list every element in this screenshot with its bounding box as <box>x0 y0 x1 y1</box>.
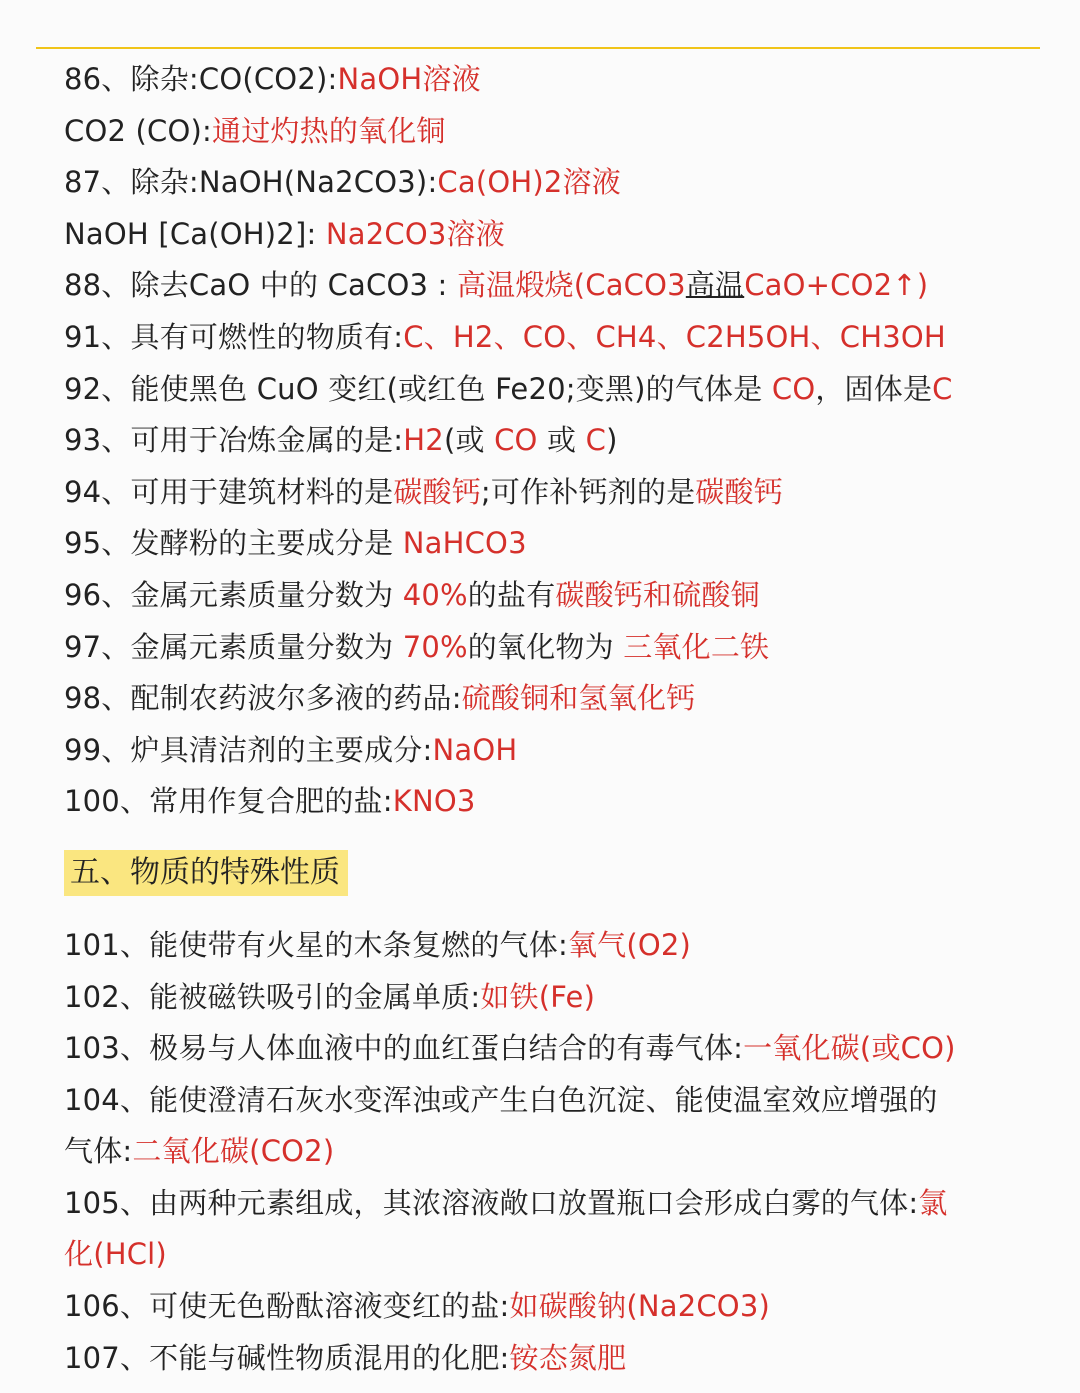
answer-text: Ca(OH)2溶液 <box>437 165 621 200</box>
statement-text: 101、能使带有火星的木条复燃的气体: <box>64 927 568 962</box>
fact-line <box>64 1075 1064 1127</box>
fact-line <box>64 1333 1064 1385</box>
statement-text: 或 <box>537 423 586 458</box>
fact-line <box>64 467 1064 519</box>
answer-text: 一氧化碳(或CO) <box>743 1031 956 1066</box>
fact-line <box>64 415 1064 467</box>
answer-text: H2 <box>403 423 444 458</box>
answer-text: 硫酸铜和氢氧化钙 <box>461 681 696 716</box>
answer-text: 氧气(O2) <box>567 927 692 962</box>
fact-line <box>64 157 1064 209</box>
statement-text: 105、由两种元素组成，其浓溶液敞口放置瓶口会形成白雾的气体: <box>64 1185 919 1220</box>
statement-text: 107、不能与碱性物质混用的化肥: <box>64 1340 510 1375</box>
answer-text: 二氧化碳(CO2) <box>132 1134 335 1169</box>
fact-line <box>64 570 1064 622</box>
answer-text: KNO3 <box>392 784 476 819</box>
answer-text: 碳酸钙 <box>695 474 783 509</box>
fact-line <box>64 776 1064 828</box>
answer-text: C <box>932 371 953 406</box>
statement-text: 96、金属元素质量分数为 <box>64 577 403 612</box>
statement-text: 94、可用于建筑材料的是 <box>64 474 394 509</box>
answer-text: 三氧化二铁 <box>623 629 770 664</box>
statement-text: 88、除去CaO 中的 CaCO3 : <box>64 268 457 303</box>
statement-text: 的氧化物为 <box>467 629 624 664</box>
answer-text: 铵态氮肥 <box>509 1340 627 1375</box>
fact-line <box>64 920 1064 972</box>
fact-line <box>64 518 1064 570</box>
answer-text: 高温煅烧(CaCO3 <box>456 268 686 303</box>
statement-text: (或 <box>443 423 495 458</box>
top-divider-rule <box>36 47 1040 49</box>
answer-text: 40% <box>402 577 468 612</box>
answer-text: NaOH溶液 <box>337 62 481 96</box>
statement-text: 92、能使黑色 CuO 变红(或红色 Fe20;变黑)的气体是 <box>64 371 772 406</box>
answer-text: 碳酸钙 <box>393 474 481 509</box>
statement-text: 97、金属元素质量分数为 <box>64 629 403 664</box>
statement-text: 99、炉具清洁剂的主要成分: <box>64 732 433 767</box>
answer-text: NaHCO3 <box>402 526 527 561</box>
statement-text: 95、发酵粉的主要成分是 <box>64 526 403 561</box>
fact-line <box>64 622 1064 674</box>
statement-text: CO2 (CO): <box>64 113 213 148</box>
fact-line <box>64 106 1064 158</box>
facts-list-part-2 <box>64 920 1064 1384</box>
statement-text: 的盐有 <box>467 577 556 612</box>
fact-line <box>64 673 1064 725</box>
statement-text: 93、可用于冶炼金属的是: <box>64 423 404 458</box>
fact-line <box>64 1229 1064 1281</box>
answer-text: C、H2、CO、CH4、C2H5OH、CH3OH <box>403 319 946 354</box>
answer-text: NaOH <box>432 732 518 767</box>
statement-text: ) <box>606 423 618 458</box>
fact-line <box>64 260 1064 312</box>
fact-line <box>64 972 1064 1024</box>
answer-text: CaO+CO2↑) <box>744 268 929 303</box>
statement-text: ，固体是 <box>815 371 933 406</box>
statement-text: 102、能被磁铁吸引的金属单质: <box>64 979 481 1014</box>
fact-line <box>64 1023 1064 1075</box>
answer-text: 碳酸钙和硫酸铜 <box>555 577 760 612</box>
statement-text: 106、可使无色酚酞溶液变红的盐: <box>64 1289 510 1324</box>
fact-line <box>64 312 1064 364</box>
answer-text: 70% <box>402 629 468 664</box>
statement-text: 86、除杂:CO(CO2): <box>64 62 338 96</box>
answer-text: 如铁(Fe) <box>480 979 596 1014</box>
statement-text: 87、除杂:NaOH(Na2CO3): <box>64 165 438 200</box>
answer-text: CO <box>494 423 538 458</box>
fact-line <box>64 1178 1064 1230</box>
answer-text: C <box>585 423 607 458</box>
statement-text: 103、极易与人体血液中的血红蛋白结合的有毒气体: <box>64 1031 744 1066</box>
fact-line <box>64 54 1064 106</box>
statement-text: 100、常用作复合肥的盐: <box>64 784 393 819</box>
statement-text: 91、具有可燃性的物质有: <box>64 319 404 354</box>
facts-list-part-1 <box>64 54 1064 828</box>
fact-line <box>64 1281 1064 1333</box>
statement-text: 104、能使澄清石灰水变浑浊或产生白色沉淀、能使温室效应增强的 <box>64 1082 938 1117</box>
fact-line <box>64 1126 1064 1178</box>
answer-text: Na2CO3溶液 <box>325 216 505 251</box>
statement-text: 气体: <box>64 1134 133 1169</box>
statement-text: 98、配制农药波尔多液的药品: <box>64 681 462 716</box>
notes-content <box>64 54 1064 1384</box>
answer-text: 化(HCl) <box>64 1237 167 1272</box>
answer-text: 如碳酸钠(Na2CO3) <box>509 1289 771 1324</box>
answer-text: 氯 <box>918 1185 948 1220</box>
fact-line <box>64 209 1064 261</box>
statement-text: NaOH [Ca(OH)2]: <box>64 216 326 251</box>
section-heading: 五、物质的特殊性质 <box>64 850 348 896</box>
fact-line <box>64 364 1064 416</box>
fact-line <box>64 725 1064 777</box>
statement-text: ;可作补钙剂的是 <box>480 474 696 509</box>
answer-text: CO <box>771 371 816 406</box>
answer-text: 通过灼热的氧化铜 <box>212 113 446 148</box>
statement-text: 高温 <box>685 268 745 303</box>
